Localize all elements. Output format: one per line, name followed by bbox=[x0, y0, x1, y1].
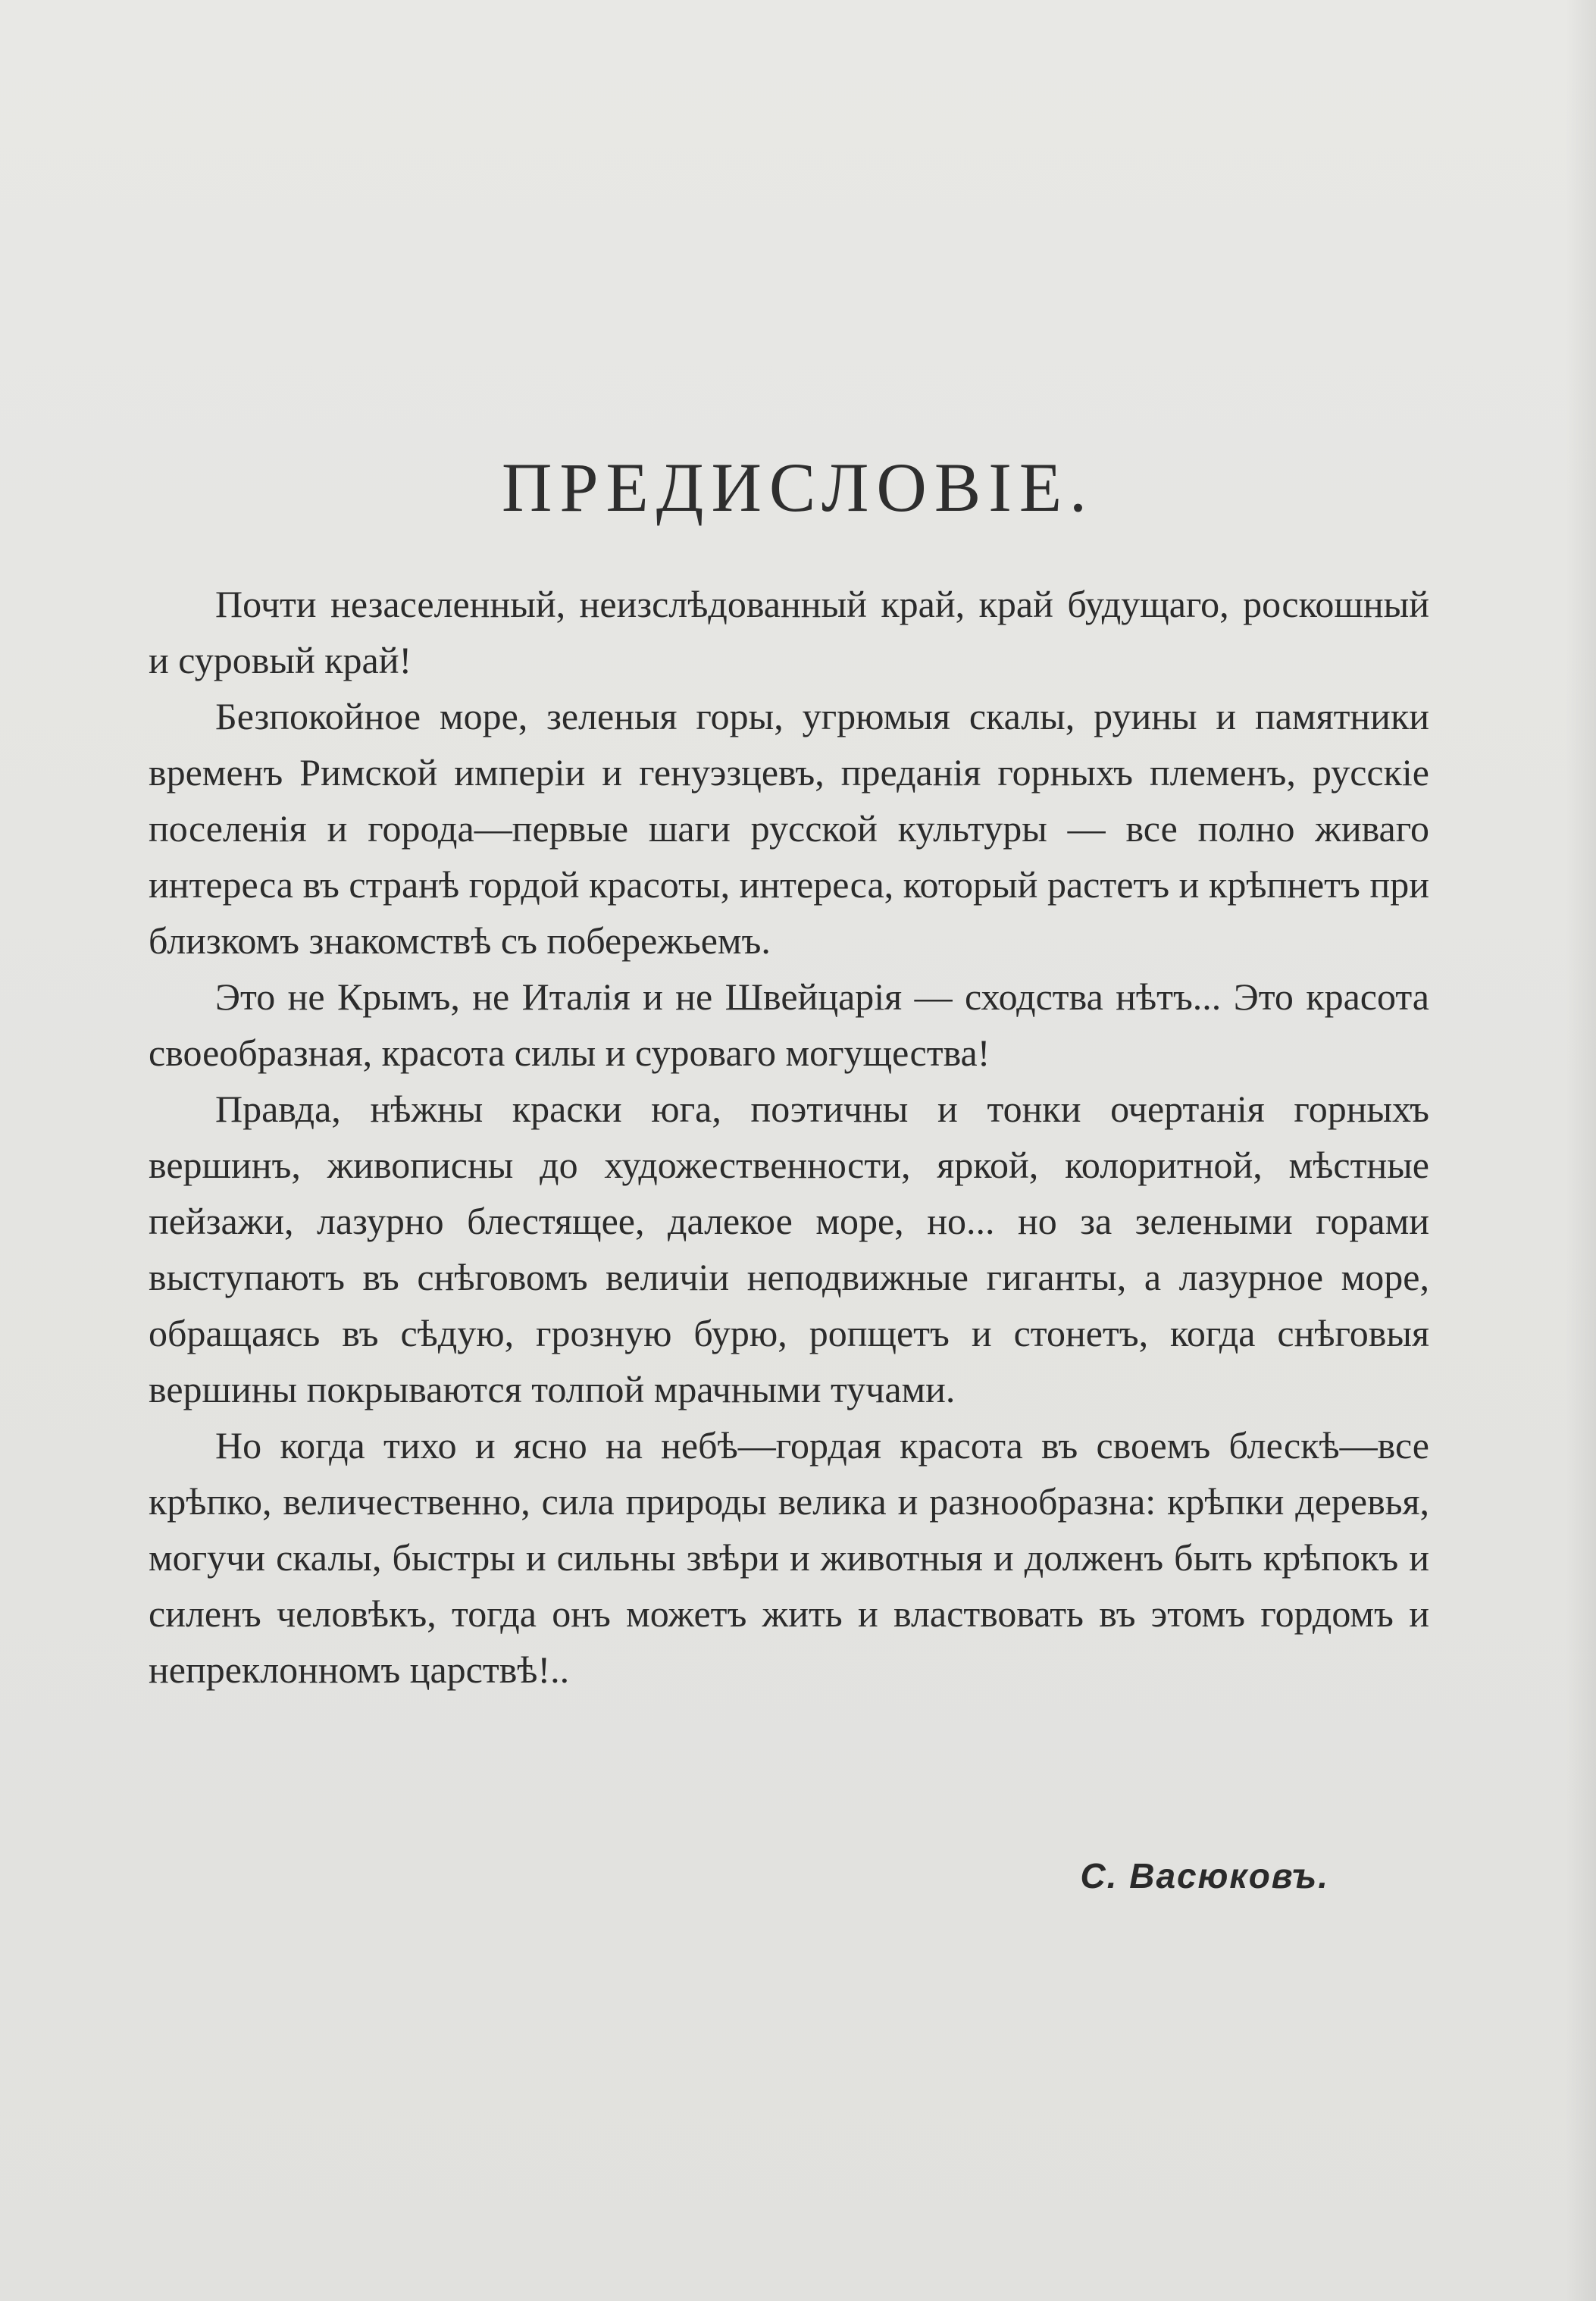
page-title: ПРЕДИСЛОВІЕ. bbox=[501, 449, 1095, 526]
paragraph-2: Безпокойное море, зеленыя горы, угрюмыя скалы, руины и памятники временъ Римской имперіи и генуэзцевъ, преданія горныхъ племенъ, русскіе поселенія и города—первые шаги русской культуры — все полно живаго интереса въ странѣ гордой красоты, интереса, который растетъ и крѣпнетъ при близкомъ знакомствѣ съ побережьемъ. bbox=[149, 695, 1429, 962]
paragraph-3: Это не Крымъ, не Италія и не Швейцарія — сходства нѣтъ... Это красота своеобразная, красота силы и суроваго могущества! bbox=[149, 975, 1429, 1074]
author-signature: С. Васюковъ. bbox=[1080, 1856, 1329, 1896]
preface-body bbox=[149, 576, 1429, 1698]
paragraph-1: Почти незаселенный, неизслѣдованный край, край будущаго, роскошный и суровый край! bbox=[149, 583, 1429, 681]
paragraph-4: Правда, нѣжны краски юга, поэтичны и тонки очертанія горныхъ вершинъ, живописны до художественности, яркой, колоритной, мѣстные пейзажи, лазурно блестящее, далекое море, но... но за зелеными горами выступаютъ въ снѣговомъ величіи неподвижные гиганты, а лазурное море, обращаясь въ сѣдую, грозную бурю, ропщетъ и стонетъ, когда снѣговыя вершины покрываются толпой мрачными тучами. bbox=[149, 1088, 1429, 1410]
page-edge-shadow bbox=[1566, 0, 1596, 2301]
paragraph-5: Но когда тихо и ясно на небѣ—гордая красота въ своемъ блескѣ—все крѣпко, величественно, сила природы велика и разнообразна: крѣпки деревья, могучи скалы, быстры и сильны звѣри и животныя и долженъ быть крѣпокъ и силенъ человѣкъ, тогда онъ можетъ жить и властвовать въ этомъ гордомъ и непреклонномъ царствѣ!.. bbox=[149, 1424, 1429, 1691]
